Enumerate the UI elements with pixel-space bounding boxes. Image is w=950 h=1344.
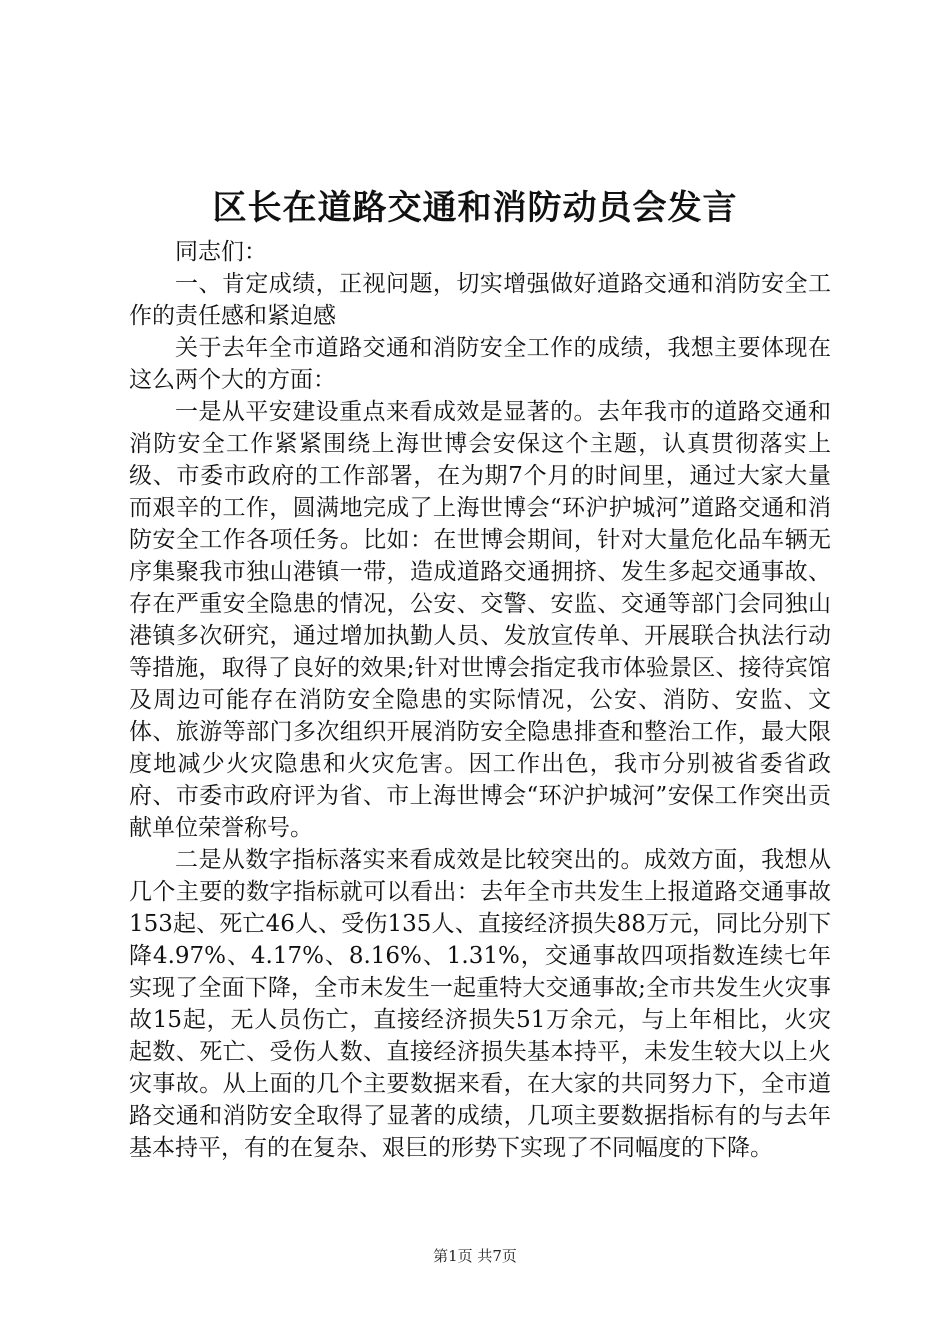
salutation-paragraph: 同志们： <box>175 239 267 265</box>
body-paragraph: 一是从平安建设重点来看成效是显著的。去年我市的道路交通和消防安全工作紧紧围绕上海世博会安保这个主题，认真贯彻落实上级、市委市政府的工作部署，在为期7个月的时间里，通过大家大量而艰辛的工作，圆满地完成了上海世博会“环沪护城河”道路交通和消防安全工作各项任务。比如：在世博会期间，针对大量危化品车辆无序集聚我市独山港镇一带，造成道路交通拥挤、发生多起交通事故、存在严重安全隐患的情况，公安、交警、安监、交通等部门会同独山港镇多次研究，通过增加执勤人员、发放宣传单、开展联合执法行动等措施，取得了良好的效果;针对世博会指定我市体验景区、接待宾馆及周边可能存在消防安全隐患的实际情况，公安、消防、安监、文体、旅游等部门多次组织开展消防安全隐患排查和整治工作，最大限度地减少火灾隐患和火灾危害。因工作出色，我市分别被省委省政府、市委市政府评为省、市上海世博会“环沪护城河”安保工作突出贡献单位荣誉称号。 <box>129 399 831 841</box>
document-title: 区长在道路交通和消防动员会发言 <box>212 188 738 228</box>
intro-paragraph: 关于去年全市道路交通和消防安全工作的成绩，我想主要体现在这么两个大的方面： <box>129 335 831 393</box>
page-number-footer: 第1页 共7页 <box>433 1247 517 1265</box>
section-heading-paragraph: 一、肯定成绩，正视问题，切实增强做好道路交通和消防安全工作的责任感和紧迫感 <box>129 271 831 329</box>
body-paragraph: 二是从数字指标落实来看成效是比较突出的。成效方面，我想从几个主要的数字指标就可以看出：去年全市共发生上报道路交通事故153起、死亡46人、受伤135人、直接经济损失88万元，同比分别下降4.97%、4.17%、8.16%、1.31%，交通事故四项指数连续七年实现了全面下降，全市未发生一起重特大交通事故;全市共发生火灾事故15起，无人员伤亡，直接经济损失51万余元，与上年相比，火灾起数、死亡、受伤人数、直接经济损失基本持平，未发生较大以上火灾事故。从上面的几个主要数据来看，在大家的共同努力下，全市道路交通和消防安全取得了显著的成绩，几项主要数据指标有的与去年基本持平，有的在复杂、艰巨的形势下实现了不同幅度的下降。 <box>129 847 831 1161</box>
document-body <box>129 236 831 1164</box>
